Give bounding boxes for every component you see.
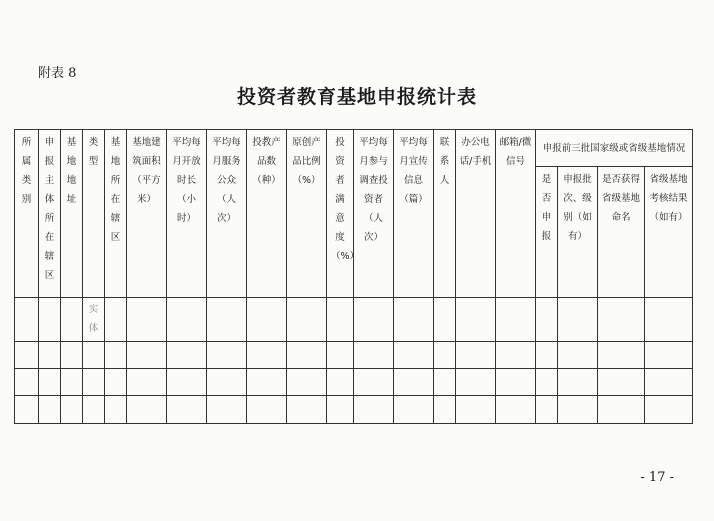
table-cell[interactable] bbox=[536, 342, 558, 369]
table-cell[interactable] bbox=[127, 298, 167, 342]
table-cell[interactable] bbox=[39, 369, 61, 396]
table-cell[interactable] bbox=[15, 396, 39, 424]
table-cell[interactable] bbox=[394, 342, 434, 369]
table-cell[interactable] bbox=[645, 369, 693, 396]
col-header: 原创产品比例（%） bbox=[287, 130, 327, 298]
table-cell[interactable] bbox=[207, 342, 247, 369]
table-cell[interactable] bbox=[496, 369, 536, 396]
table-cell[interactable] bbox=[167, 342, 207, 369]
table-cell[interactable] bbox=[394, 396, 434, 424]
table-cell[interactable] bbox=[598, 342, 645, 369]
table-cell[interactable] bbox=[394, 369, 434, 396]
table-cell[interactable] bbox=[327, 396, 354, 424]
table-cell[interactable] bbox=[287, 396, 327, 424]
table-cell[interactable] bbox=[127, 396, 167, 424]
table-cell[interactable] bbox=[434, 369, 456, 396]
col-header: 申报主体所在辖区 bbox=[39, 130, 61, 298]
table-cell[interactable] bbox=[598, 369, 645, 396]
table-cell[interactable] bbox=[287, 298, 327, 342]
table-cell[interactable] bbox=[327, 369, 354, 396]
table-cell-type[interactable] bbox=[83, 396, 105, 424]
table-cell[interactable] bbox=[434, 298, 456, 342]
table-cell[interactable] bbox=[105, 396, 127, 424]
table-cell[interactable] bbox=[167, 396, 207, 424]
table-cell[interactable] bbox=[15, 298, 39, 342]
table-cell[interactable] bbox=[207, 396, 247, 424]
page-number: - 17 - bbox=[640, 470, 674, 485]
table-cell[interactable] bbox=[247, 396, 287, 424]
table-cell[interactable] bbox=[354, 369, 394, 396]
statistics-table bbox=[14, 129, 693, 424]
table-cell[interactable] bbox=[15, 342, 39, 369]
table-cell[interactable] bbox=[105, 369, 127, 396]
table-cell[interactable] bbox=[536, 298, 558, 342]
table-cell[interactable] bbox=[61, 342, 83, 369]
table-cell[interactable] bbox=[105, 342, 127, 369]
table-cell[interactable] bbox=[327, 342, 354, 369]
table-cell[interactable] bbox=[127, 342, 167, 369]
table-cell[interactable] bbox=[207, 369, 247, 396]
table-cell[interactable] bbox=[354, 342, 394, 369]
sub-col-header: 申报批次、级别（如有） bbox=[558, 167, 598, 298]
table-cell[interactable] bbox=[327, 298, 354, 342]
table-cell[interactable] bbox=[598, 298, 645, 342]
table-row bbox=[15, 298, 693, 342]
table-cell[interactable] bbox=[247, 298, 287, 342]
table-cell[interactable] bbox=[105, 298, 127, 342]
table-cell[interactable] bbox=[394, 298, 434, 342]
sub-col-header: 是否获得省级基地命名 bbox=[598, 167, 645, 298]
table-cell[interactable] bbox=[39, 342, 61, 369]
table-cell[interactable] bbox=[645, 396, 693, 424]
table-cell[interactable] bbox=[558, 396, 598, 424]
table-cell[interactable] bbox=[247, 369, 287, 396]
table-cell[interactable] bbox=[61, 298, 83, 342]
table-cell[interactable] bbox=[456, 396, 496, 424]
table-cell[interactable] bbox=[496, 342, 536, 369]
table-cell[interactable] bbox=[61, 396, 83, 424]
table-cell[interactable] bbox=[558, 298, 598, 342]
table-cell[interactable] bbox=[496, 298, 536, 342]
table-cell[interactable] bbox=[536, 369, 558, 396]
table-cell[interactable] bbox=[15, 369, 39, 396]
table-cell[interactable] bbox=[434, 342, 456, 369]
col-header: 基地所在辖区 bbox=[105, 130, 127, 298]
table-cell[interactable] bbox=[434, 396, 456, 424]
table-cell[interactable] bbox=[536, 396, 558, 424]
table-cell[interactable] bbox=[645, 342, 693, 369]
table-cell[interactable] bbox=[287, 369, 327, 396]
col-header: 类型 bbox=[83, 130, 105, 298]
table-cell[interactable] bbox=[558, 342, 598, 369]
table-title: 投资者教育基地申报统计表 bbox=[236, 86, 477, 108]
table-cell[interactable] bbox=[496, 396, 536, 424]
table-cell[interactable] bbox=[645, 298, 693, 342]
table-cell[interactable] bbox=[247, 342, 287, 369]
table-cell[interactable] bbox=[61, 369, 83, 396]
table-cell[interactable] bbox=[354, 396, 394, 424]
table-cell[interactable] bbox=[598, 396, 645, 424]
table-cell[interactable] bbox=[558, 369, 598, 396]
attachment-label: 附表 8 bbox=[38, 66, 77, 81]
table-cell[interactable] bbox=[39, 396, 61, 424]
col-header: 联系人 bbox=[434, 130, 456, 298]
table-cell[interactable] bbox=[287, 342, 327, 369]
sub-col-header: 省级基地考核结果（如有） bbox=[645, 167, 693, 298]
col-header: 所属类别 bbox=[15, 130, 39, 298]
col-header: 基地地址 bbox=[61, 130, 83, 298]
table-cell[interactable] bbox=[39, 298, 61, 342]
table-cell-type[interactable]: 实 体 bbox=[83, 298, 105, 342]
table-cell[interactable] bbox=[207, 298, 247, 342]
table-cell[interactable] bbox=[167, 298, 207, 342]
table-cell[interactable] bbox=[354, 298, 394, 342]
header-row bbox=[15, 130, 693, 167]
group-header: 申报前三批国家级或省级基地情况 bbox=[536, 130, 693, 167]
col-header: 基地建筑面积（平方米） bbox=[127, 130, 167, 298]
col-header: 办公电话/手机 bbox=[456, 130, 496, 298]
col-header: 平均每月开放时长（小时） bbox=[167, 130, 207, 298]
table-cell[interactable] bbox=[456, 298, 496, 342]
table-cell[interactable] bbox=[456, 342, 496, 369]
col-header: 平均每月宣传信息（篇） bbox=[394, 130, 434, 298]
table-cell[interactable] bbox=[456, 369, 496, 396]
col-header: 平均每月参与调查投资者（人次） bbox=[354, 130, 394, 298]
table-row bbox=[15, 396, 693, 424]
sub-col-header: 是否申报 bbox=[536, 167, 558, 298]
table-row bbox=[15, 369, 693, 396]
col-header: 投资者满意度（%） bbox=[327, 130, 354, 298]
col-header: 平均每月服务公众（人次） bbox=[207, 130, 247, 298]
col-header: 邮箱/微信号 bbox=[496, 130, 536, 298]
table-cell[interactable] bbox=[127, 369, 167, 396]
table-row bbox=[15, 342, 693, 369]
table-cell-type[interactable] bbox=[83, 342, 105, 369]
table-cell-type[interactable] bbox=[83, 369, 105, 396]
table-cell[interactable] bbox=[167, 369, 207, 396]
col-header: 投教产品数（种） bbox=[247, 130, 287, 298]
